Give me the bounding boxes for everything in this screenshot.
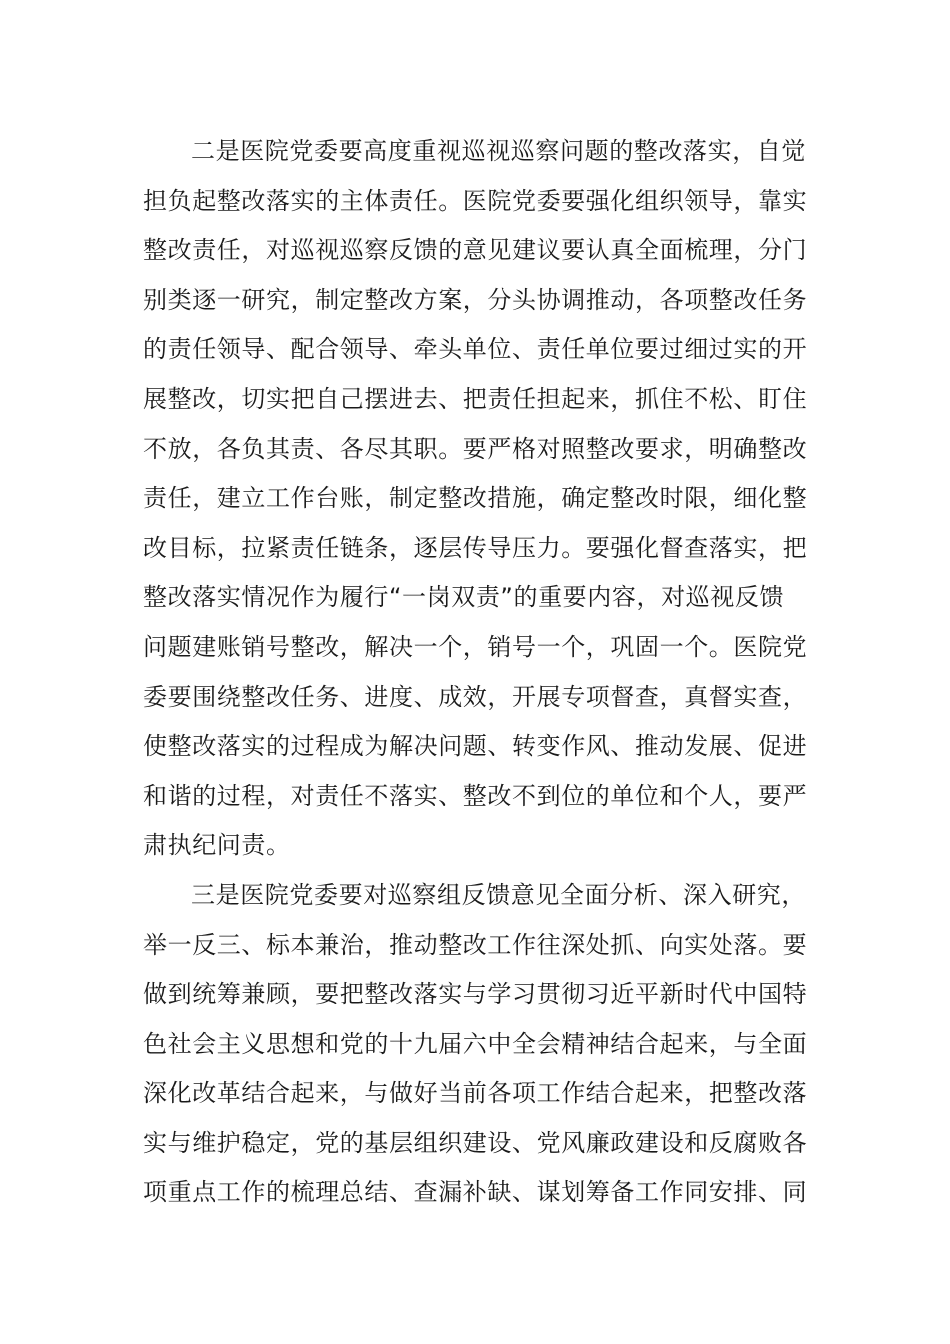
paragraph-line: 整改落实情况作为履行“一岗双责”的重要内容，对巡视反馈 bbox=[143, 583, 785, 612]
paragraph-line: 展整改，切实把自己摆进去、把责任担起来，抓住不松、盯住 bbox=[143, 384, 808, 413]
paragraph-1 bbox=[143, 127, 807, 871]
paragraph-line: 肃执纪问责。 bbox=[143, 831, 291, 860]
document-body bbox=[143, 127, 807, 1218]
paragraph-line: 整改责任，对巡视巡察反馈的意见建议要认真全面梳理，分门 bbox=[143, 236, 808, 265]
paragraph-line: 深化改革结合起来，与做好当前各项工作结合起来，把整改落 bbox=[143, 1079, 808, 1108]
paragraph-line: 别类逐一研究，制定整改方案，分头协调推动，各项整改任务 bbox=[143, 285, 808, 314]
paragraph-line: 责任，建立工作台账，制定整改措施，确定整改时限，细化整 bbox=[143, 484, 808, 513]
paragraph-line: 举一反三、标本兼治，推动整改工作往深处抓、向实处落。要 bbox=[143, 930, 808, 959]
paragraph-line: 问题建账销号整改，解决一个，销号一个，巩固一个。医院党 bbox=[143, 632, 808, 661]
paragraph-line: 的责任领导、配合领导、牵头单位、责任单位要过细过实的开 bbox=[143, 335, 808, 364]
paragraph-line: 色社会主义思想和党的十九届六中全会精神结合起来，与全面 bbox=[143, 1029, 808, 1058]
paragraph-line: 改目标，拉紧责任链条，逐层传导压力。要强化督查落实，把 bbox=[143, 533, 808, 562]
paragraph-line: 和谐的过程，对责任不落实、整改不到位的单位和个人，要严 bbox=[143, 781, 808, 810]
paragraph-line: 三是医院党委要对巡察组反馈意见全面分析、深入研究， bbox=[191, 880, 806, 909]
paragraph-line: 使整改落实的过程成为解决问题、转变作风、推动发展、促进 bbox=[143, 732, 808, 761]
paragraph-2 bbox=[143, 871, 807, 1218]
paragraph-line: 委要围绕整改任务、进度、成效，开展专项督查，真督实查， bbox=[143, 682, 808, 711]
paragraph-line: 做到统筹兼顾，要把整改落实与学习贯彻习近平新时代中国特 bbox=[143, 980, 808, 1009]
paragraph-line: 二是医院党委要高度重视巡视巡察问题的整改落实，自觉 bbox=[191, 137, 806, 165]
paragraph-line: 不放，各负其责、各尽其职。要严格对照整改要求，明确整改 bbox=[143, 434, 808, 463]
paragraph-line: 担负起整改落实的主体责任。医院党委要强化组织领导，靠实 bbox=[143, 186, 808, 215]
paragraph-line: 项重点工作的梳理总结、查漏补缺、谋划筹备工作同安排、同 bbox=[143, 1178, 808, 1207]
paragraph-line: 实与维护稳定，党的基层组织建设、党风廉政建设和反腐败各 bbox=[143, 1128, 808, 1157]
